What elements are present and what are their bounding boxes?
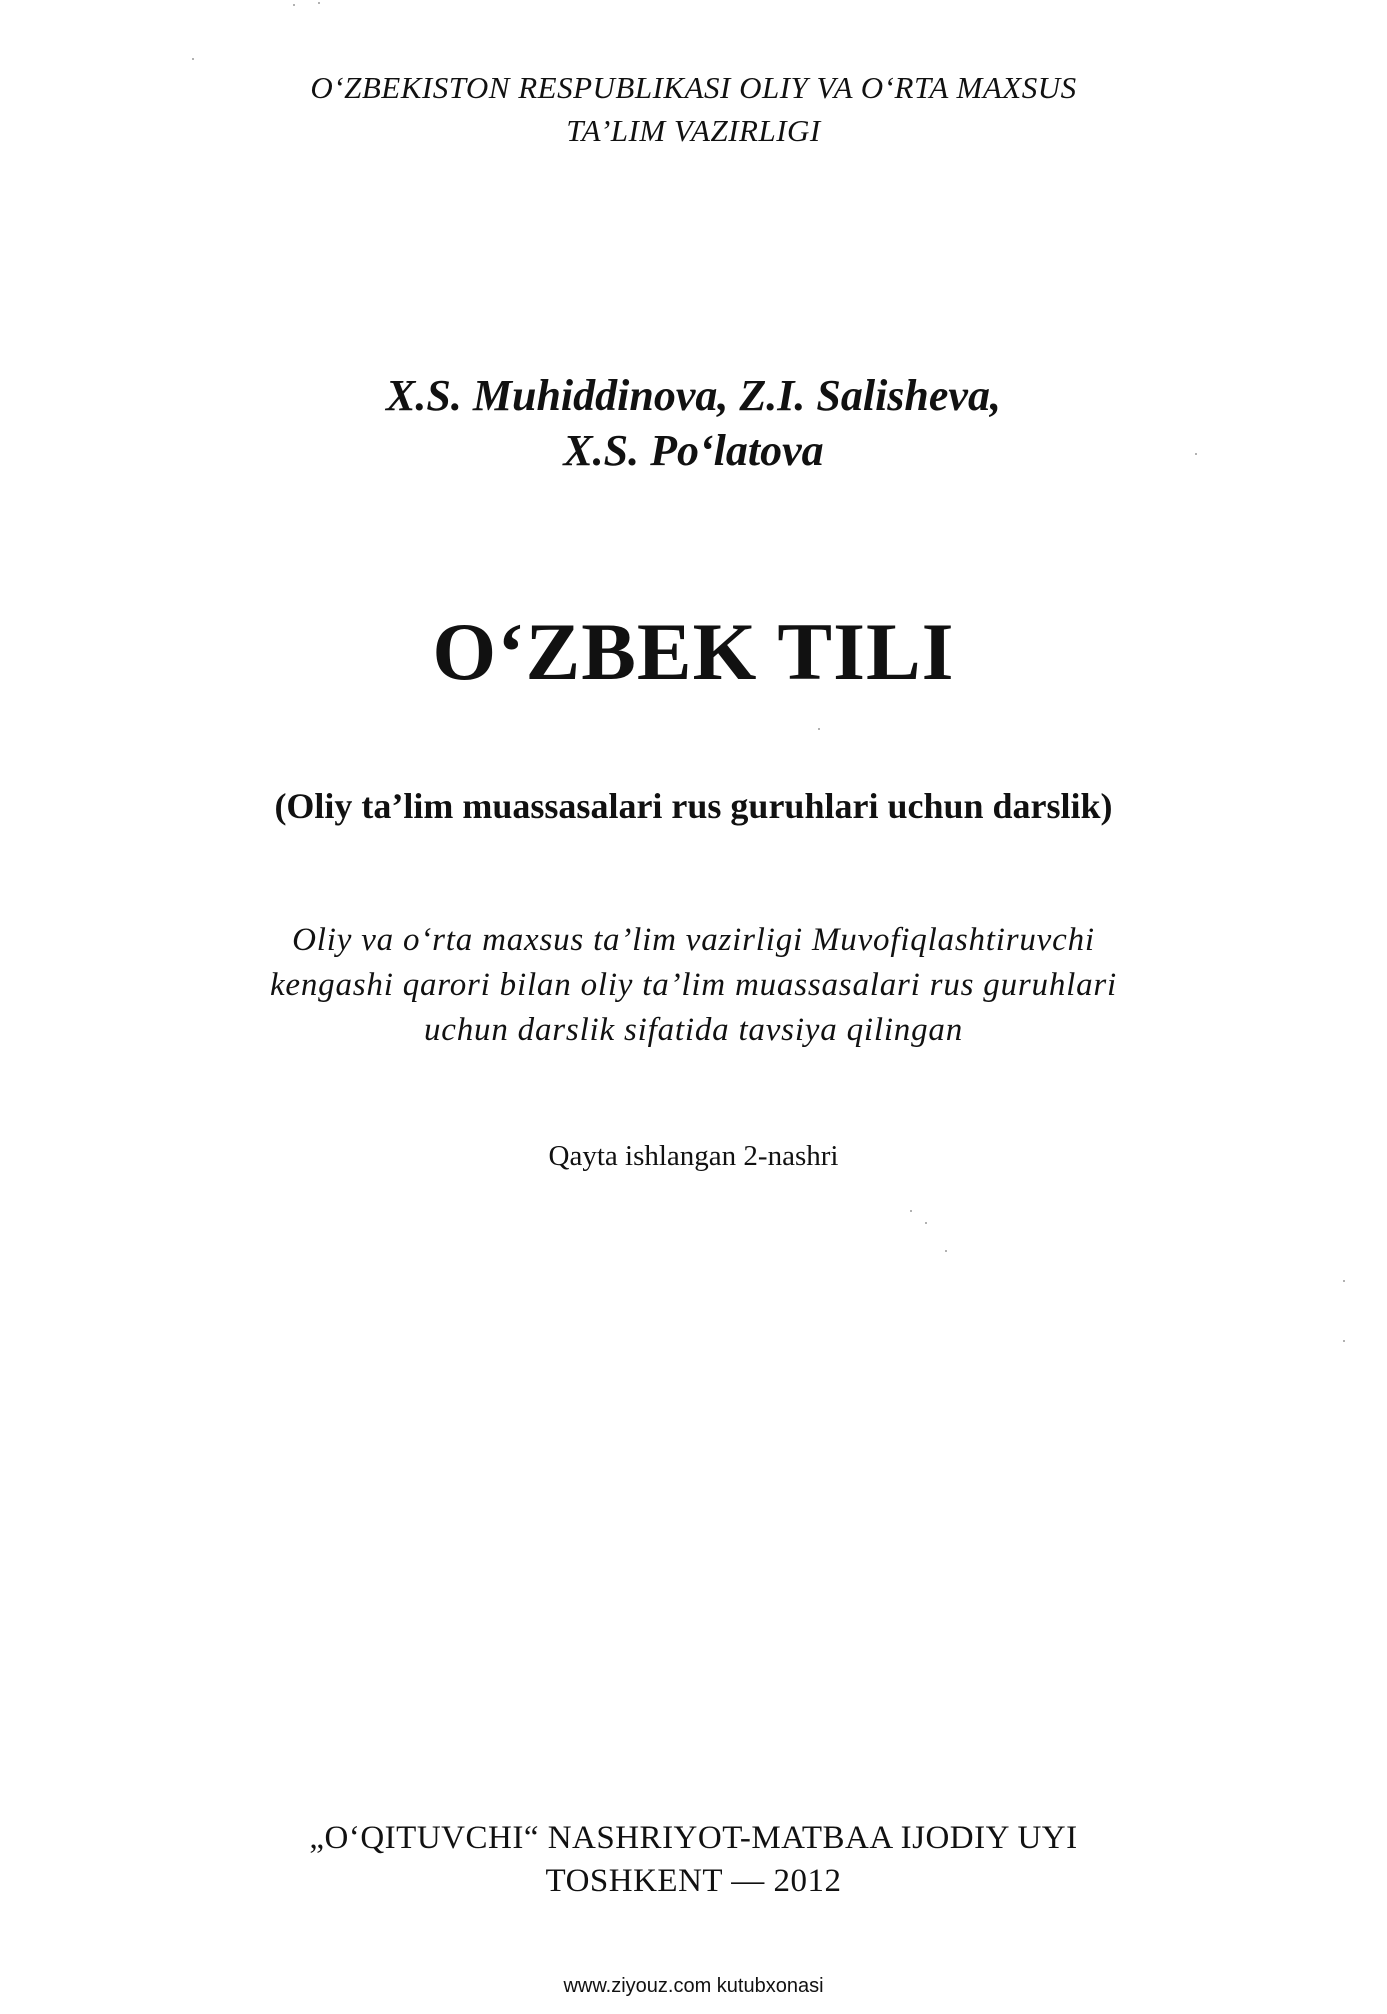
scan-speck: [318, 2, 320, 4]
scan-speck: [293, 4, 295, 6]
book-subtitle: (Oliy ta’lim muassasalari rus guruhlari uchun darslik): [274, 786, 1113, 826]
edition-note: Qayta ishlangan 2-nashri: [548, 1140, 839, 1172]
approval-line-1: Oliy va o‘rta maxsus ta’lim vazirligi Muvofiqlashtiruvchi: [292, 922, 1095, 958]
footer-watermark: www.ziyouz.com kutubxonasi: [563, 1975, 824, 1997]
scan-speck: [945, 1250, 947, 1252]
scan-speck: [910, 1210, 912, 1212]
scan-speck: [925, 1222, 927, 1224]
scan-speck: [1343, 1280, 1345, 1282]
book-title: O‘ZBEK TILI: [432, 606, 955, 697]
scan-speck: [818, 728, 820, 730]
ministry-line-2: TA’LIM VAZIRLIGI: [566, 113, 821, 148]
publisher-line-2: TOSHKENT — 2012: [545, 1863, 842, 1899]
approval-line-3: uchun darslik sifatida tavsiya qilingan: [423, 1012, 963, 1048]
publisher-line-1: „O‘QITUVCHI“ NASHRIYOT-MATBAA IJODIY UYI: [309, 1820, 1078, 1856]
scan-speck: [192, 58, 194, 60]
authors-line-1: X.S. Muhiddinova, Z.I. Salisheva,: [386, 371, 1001, 420]
scan-speck: [1195, 453, 1197, 455]
scan-speck: [1343, 1340, 1345, 1342]
ministry-line-1: O‘ZBEKISTON RESPUBLIKASI OLIY VA O‘RTA MAXSUS: [310, 70, 1077, 105]
authors-line-2: X.S. Po‘latova: [563, 426, 824, 475]
approval-line-2: kengashi qarori bilan oliy ta’lim muassasalari rus guruhlari: [269, 967, 1118, 1003]
